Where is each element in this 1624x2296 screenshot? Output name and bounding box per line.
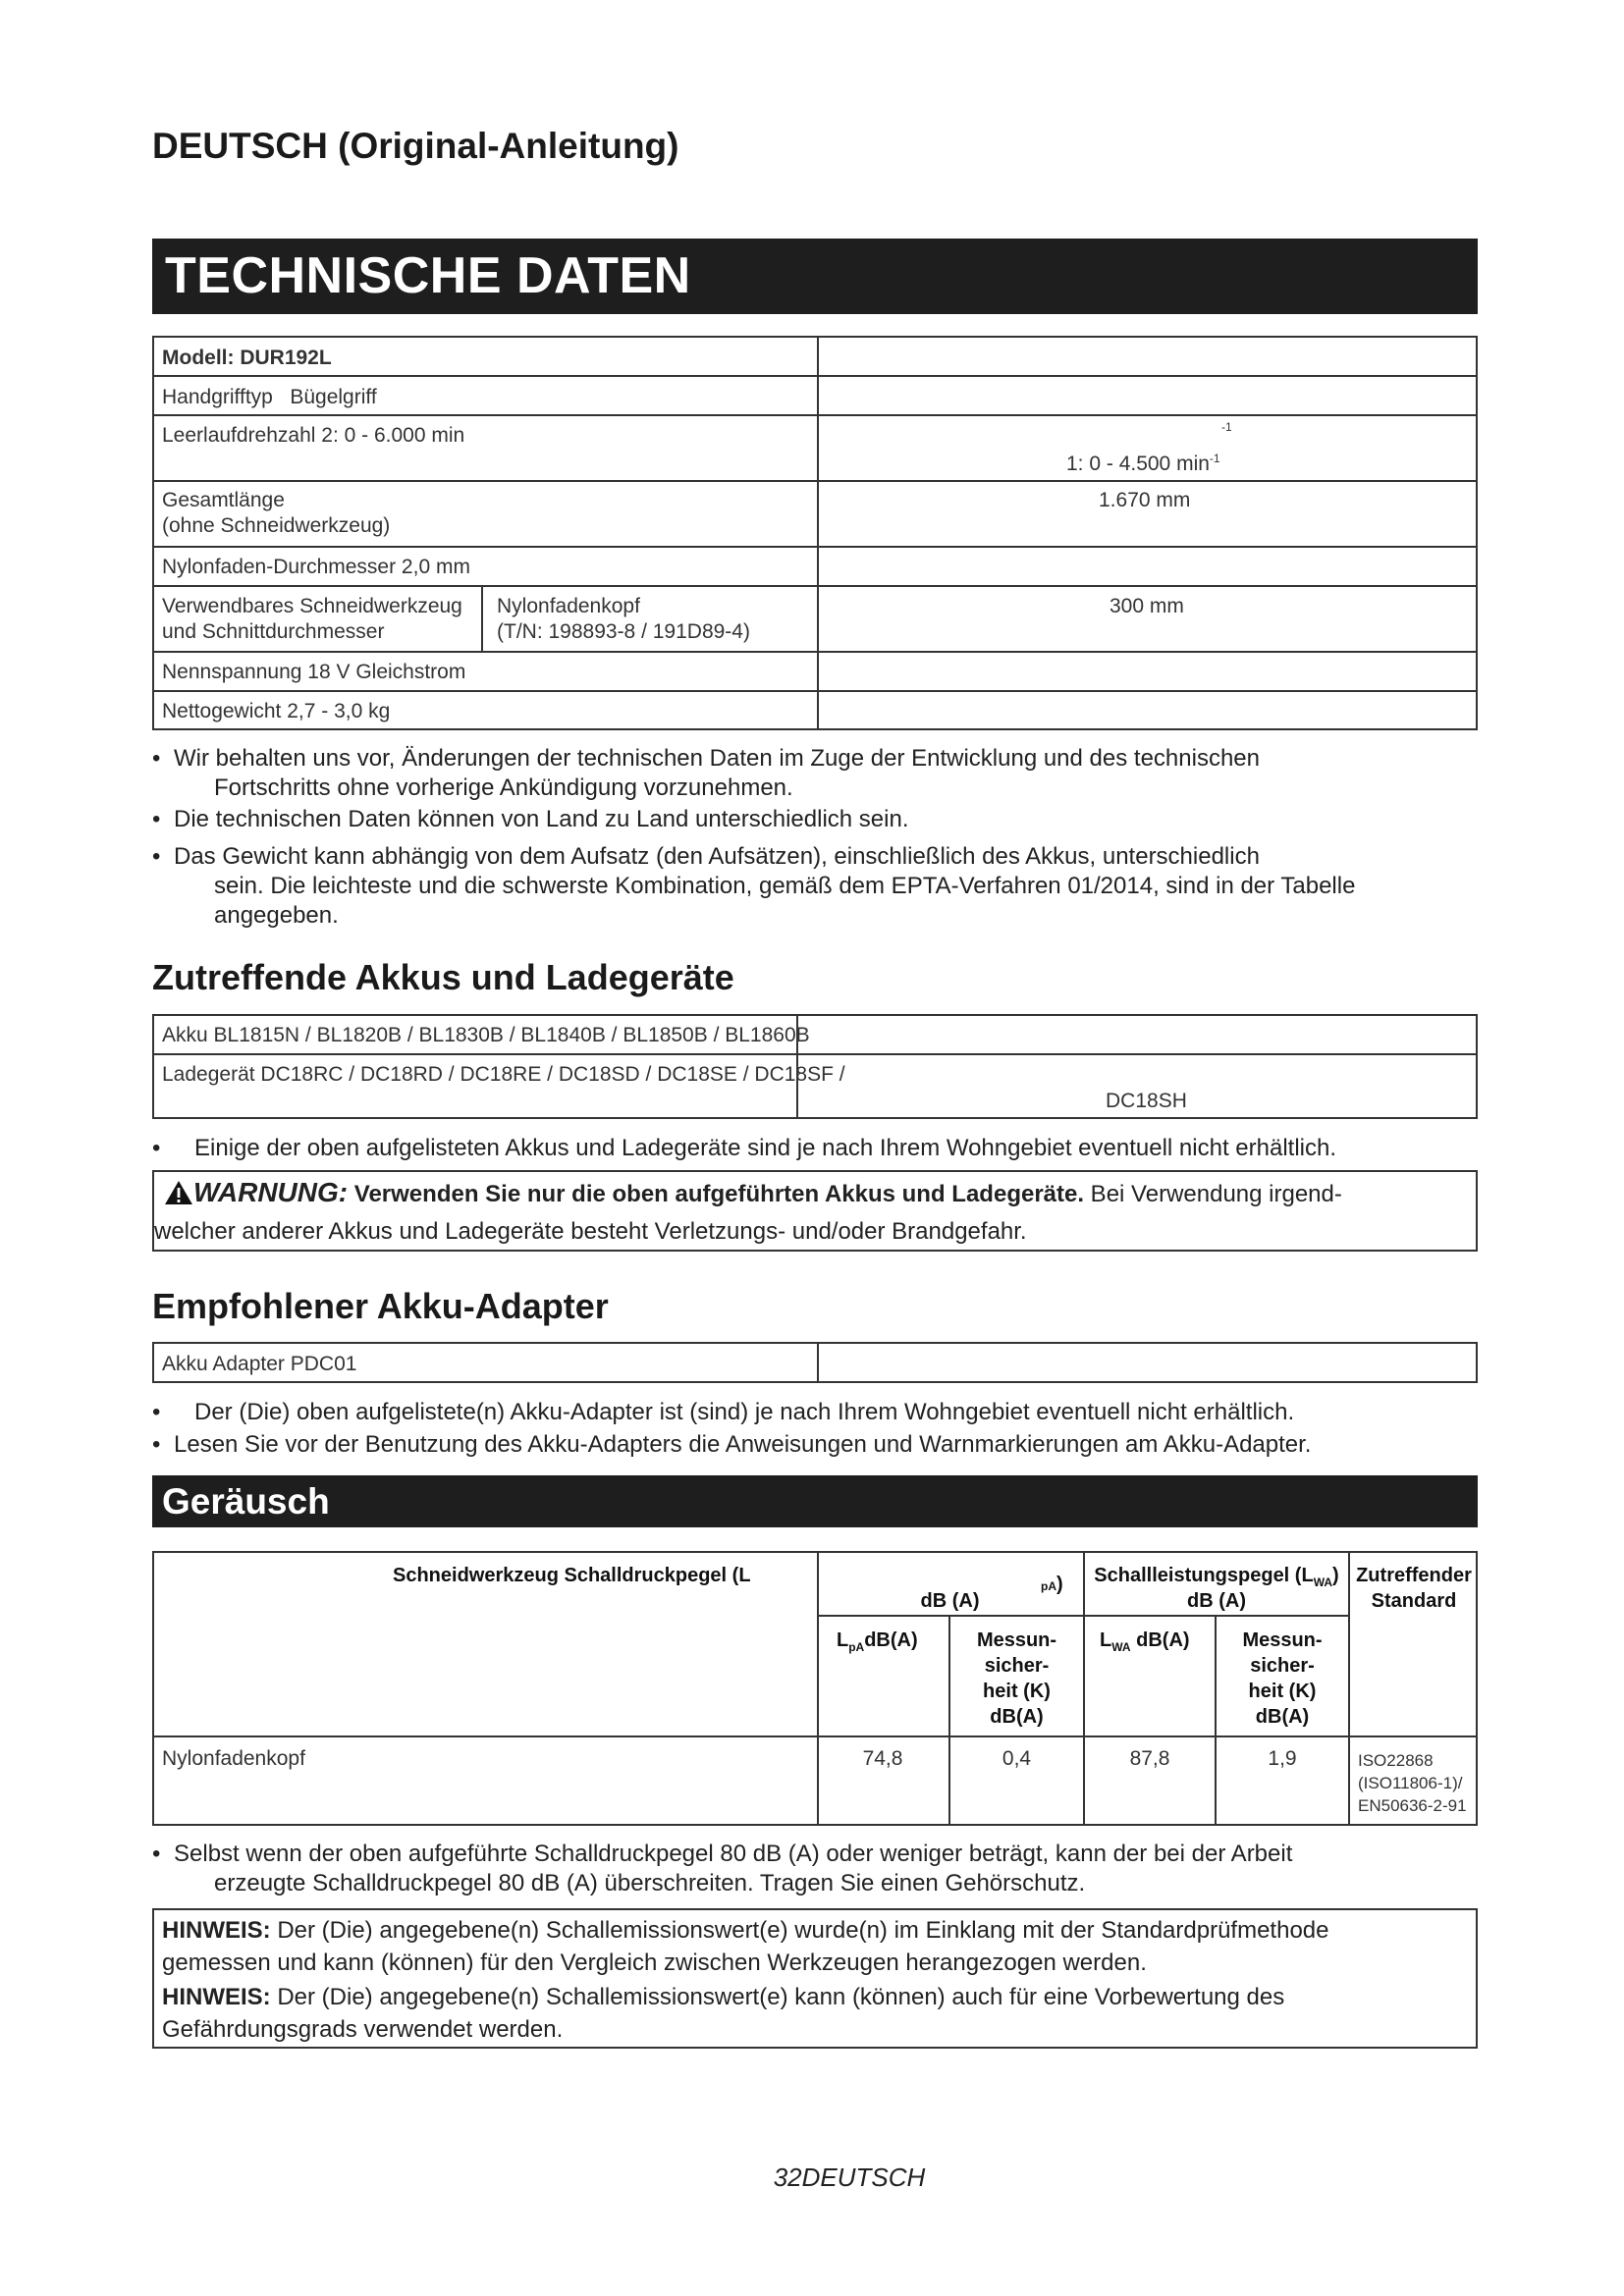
noise-row-k1: 0,4 [1001, 1747, 1032, 1770]
noise-row-lwa: 87,8 [1129, 1747, 1170, 1770]
adapter-note-2: Lesen Sie vor der Benutzung des Akku-Adapters die Anweisungen und Warnmarkierungen am Akku-Adapter. [174, 1431, 1312, 1458]
noise-sub-lpa: $L_{pA}dB(A)$ [837, 1629, 918, 1654]
spec-nylon-diameter: Nylonfaden-Durchmesser 2,0 mm [162, 556, 470, 578]
adapter-note-1: Der (Die) oben aufgelistete(n) Akku-Adapter ist (sind) je nach Ihrem Wohngebiet eventuell nicht erhältlich. [194, 1399, 1295, 1425]
tech-note-1b: Fortschritts ohne vorherige Ankündigung vorzunehmen. [214, 774, 793, 801]
section-banner-technical-data: TECHNISCHE DATEN [152, 239, 1478, 314]
bullet-dot: • [152, 1431, 161, 1458]
bullet-dot: • [152, 745, 161, 772]
spec-voltage: Nennspannung 18 V Gleichstrom [162, 661, 466, 683]
spec-cutting-value: 300 mm [1110, 595, 1184, 617]
tech-note-2: Die technischen Daten können von Land zu Land unterschiedlich sein. [174, 806, 909, 832]
hinweis-1: HINWEIS: Der (Die) angegebene(n) Schallemissionswert(e) wurde(n) im Einklang mit der Standardprüfmethode [162, 1917, 1329, 1944]
noise-note-2: erzeugte Schalldruckpegel 80 dB (A) überschreiten. Tragen Sie einen Gehörschutz. [214, 1870, 1086, 1896]
bullet-dot: • [152, 1399, 161, 1425]
noise-row-lpa: 74,8 [862, 1747, 903, 1770]
spec-cutting-tool-2: (T/N: 198893-8 / 191D89-4) [497, 620, 750, 643]
noise-note-1: Selbst wenn der oben aufgeführte Schalldruckpegel 80 dB (A) oder weniger beträgt, kann der bei der Arbeit [174, 1841, 1293, 1867]
spec-speed-right: 1: 0 - 4.500 $\min^{-1}$ [1066, 452, 1220, 475]
noise-head-std-2: Standard [1371, 1590, 1457, 1612]
charger-list: Ladegerät DC18RC / DC18RD / DC18RE / DC18SD / DC18SE / DC18SF / [162, 1063, 845, 1086]
spec-cutting-label-2: und Schnittdurchmesser [162, 620, 385, 643]
warning-line-1: WARNUNG: Verwenden Sie nur die oben aufgeführten Akkus und Ladegeräte. Bei Verwendung irgend- [164, 1178, 1342, 1209]
noise-sub-mess-2: Messun- sicher- heit (K) dB(A) [1242, 1629, 1323, 1728]
spec-cutting-tool: Nylonfadenkopf [497, 595, 640, 617]
spec-model: Modell: DUR192L [162, 347, 332, 369]
batteries-note: Einige der oben aufgelisteten Akkus und Ladegeräte sind je nach Ihrem Wohngebiet eventuell nicht erhältlich. [194, 1135, 1336, 1161]
spec-speed-sup: -1 [1221, 420, 1232, 434]
noise-head-tool: Schneidwerkzeug Schalldruckpegel (L [393, 1565, 751, 1586]
heading-adapter: Empfohlener Akku-Adapter [152, 1286, 609, 1326]
charger-list-2: DC18SH [1106, 1090, 1187, 1112]
spec-cutting-label: Verwendbares Schneidwerkzeug [162, 595, 462, 617]
bullet-dot: • [152, 1841, 161, 1867]
spec-length-label: Gesamtlänge [162, 489, 285, 511]
tech-note-3c: angegeben. [214, 902, 339, 929]
spec-weight: Nettogewicht 2,7 - 3,0 kg [162, 700, 391, 722]
noise-sub-mess: Messun- sicher- heit (K) dB(A) [976, 1629, 1057, 1728]
spec-speed-left: Leerlaufdrehzahl 2: 0 - 6.000 min [162, 424, 465, 447]
noise-sub-lwa: $L_{WA}$ dB(A) [1100, 1629, 1190, 1654]
hinweis-1b: gemessen und kann (können) für den Vergleich zwischen Werkzeugen herangezogen werden. [162, 1949, 1147, 1976]
bullet-dot: • [152, 843, 161, 870]
noise-row-k2: 1,9 [1268, 1747, 1297, 1770]
bullet-dot: • [152, 1135, 161, 1161]
heading-batteries: Zutreffende Akkus und Ladegeräte [152, 957, 734, 997]
warning-triangle-icon [164, 1180, 193, 1205]
noise-head-pa-sub: pA) [1041, 1574, 1063, 1595]
battery-list: Akku BL1815N / BL1820B / BL1830B / BL1840B / BL1850B / BL1860B [162, 1024, 810, 1046]
spec-length-value: 1.670 mm [1099, 489, 1191, 511]
spec-handle: Handgrifftyp Bügelgriff [162, 386, 377, 408]
noise-head-std: Zutreffender [1356, 1565, 1472, 1586]
hinweis-2b: Gefährdungsgrads verwendet werden. [162, 2016, 564, 2043]
noise-head-lwa-unit: dB (A) [1187, 1590, 1246, 1612]
tech-note-3b: sein. Die leichteste und die schwerste Kombination, gemäß dem EPTA-Verfahren 01/2014, sind in der Tabelle [214, 873, 1356, 899]
spec-length-label-2: (ohne Schneidwerkzeug) [162, 514, 391, 537]
page-footer: 32DEUTSCH [773, 2163, 926, 2192]
noise-row-std: ISO22868 (ISO11806-1)/ EN50636-2-91 [1358, 1751, 1467, 1815]
noise-head-pa-unit: dB (A) [920, 1590, 980, 1612]
hinweis-2: HINWEIS: Der (Die) angegebene(n) Schallemissionswert(e) kann (können) auch für eine Vorbewertung des [162, 1984, 1285, 2010]
noise-head-lwa: Schallleistungspegel $(L_{WA})$ [1094, 1565, 1339, 1589]
tech-note-3: Das Gewicht kann abhängig von dem Aufsatz (den Aufsätzen), einschließlich des Akkus, unterschiedlich [174, 843, 1260, 870]
warning-line-2: welcher anderer Akkus und Ladegeräte besteht Verletzungs- und/oder Brandgefahr. [154, 1218, 1027, 1245]
noise-row-tool: Nylonfadenkopf [162, 1747, 305, 1770]
language-title: DEUTSCH (Original-Anleitung) [152, 126, 679, 166]
bullet-dot: • [152, 806, 161, 832]
section-banner-noise: Geräusch [152, 1475, 1478, 1527]
tech-note-1: Wir behalten uns vor, Änderungen der technischen Daten im Zuge der Entwicklung und des technischen [174, 745, 1260, 772]
adapter-row: Akku Adapter PDC01 [162, 1353, 357, 1375]
